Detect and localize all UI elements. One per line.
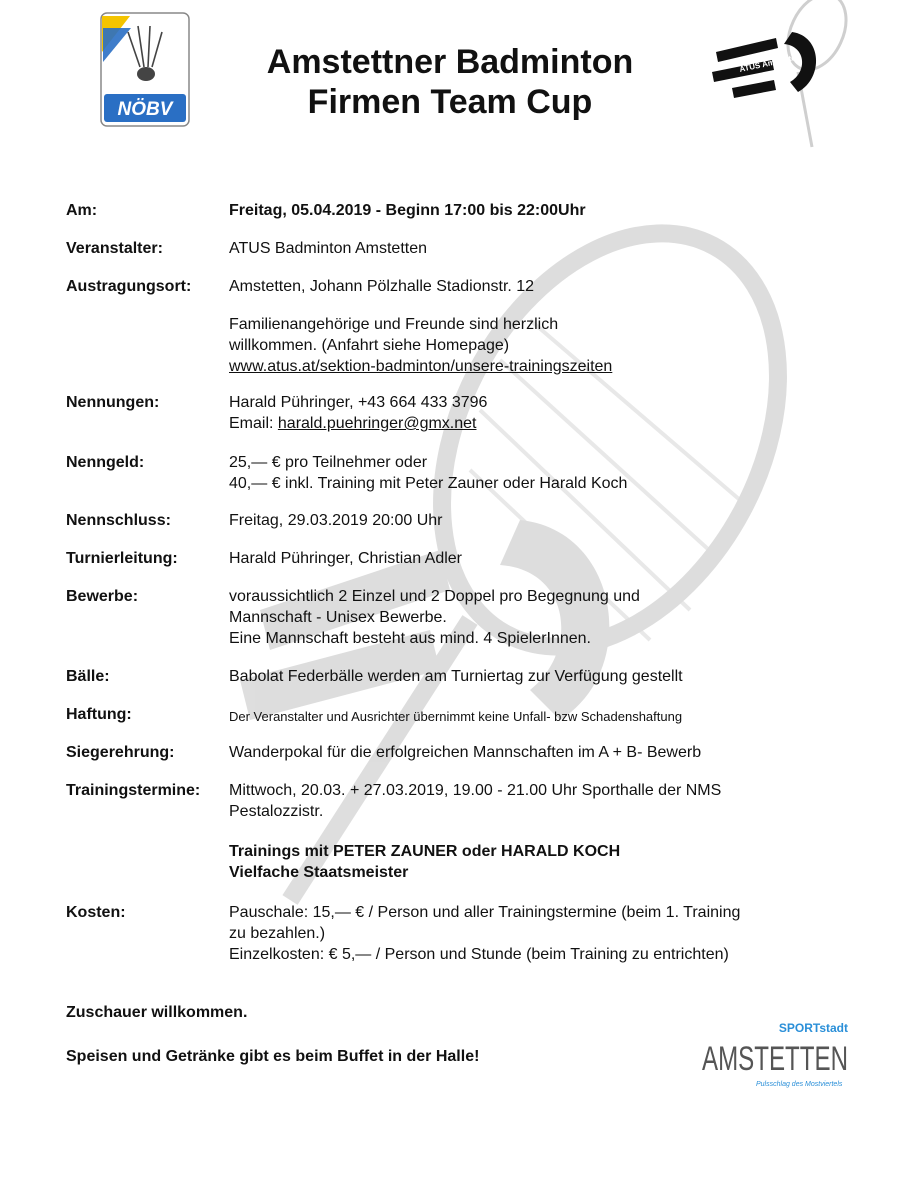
label-siegerehrung: Siegerehrung: [66,744,175,761]
label-trainingstermine: Trainingstermine: [66,782,201,799]
amstetten-tagline: Pulsschlag des Mostviertels [756,1081,843,1088]
contact-email-line [229,413,829,434]
homepage-link[interactable]: www.atus.at/sektion-badminton/unsere-trainingszeiten [229,358,613,375]
fee-line-2: 40,— € inkl. Training mit Peter Zauner oder Harald Koch [229,475,628,492]
page-title [200,42,700,122]
value-bewerbe [229,586,829,649]
email-prefix: Email: [229,415,278,432]
training-line-2: Pestalozzistr. [229,803,324,820]
contact-name-phone: Harald Pühringer, +43 664 433 3796 [229,394,488,411]
value-nennungen [229,392,829,434]
label-kosten: Kosten: [66,904,126,921]
label-turnierleitung: Turnierleitung: [66,550,178,567]
title-line-2: Firmen Team Cup [307,83,593,121]
training-line-1: Mittwoch, 20.03. + 27.03.2019, 19.00 - 21.00 Uhr Sporthalle der NMS [229,782,722,799]
label-bewerbe: Bewerbe: [66,588,139,605]
value-trainingstermine [229,780,829,883]
value-siegerehrung: Wanderpokal für die erfolgreichen Mannschaften im A + B- Bewerb [229,744,702,761]
email-link[interactable]: harald.puehringer@gmx.net [277,415,477,432]
label-nennschluss: Nennschluss: [66,512,171,529]
label-nennungen: Nennungen: [66,394,160,411]
value-turnierleitung: Harald Pühringer, Christian Adler [229,550,463,567]
label-baelle: Bälle: [66,668,110,685]
value-haftung: Der Veranstalter und Ausrichter übernimmt keine Unfall- bzw Schadenshaftung [229,709,683,724]
atus-logo-text: ATUS Amstetten [738,52,802,74]
value-baelle: Babolat Federbälle werden am Turniertag zur Verfügung gestellt [229,668,683,685]
venue-note-1: Familienangehörige und Freunde sind herzlich [229,316,559,333]
noebv-logo-text: NÖBV [117,99,173,120]
cost-line-2: zu bezahlen.) [229,925,326,942]
competition-line-1: voraussichtlich 2 Einzel und 2 Doppel pro Begegnung und [229,588,640,605]
spectators-note: Zuschauer willkommen. [66,1004,248,1021]
sportstadt-amstetten-logo [700,1018,860,1098]
noebv-logo [100,12,190,127]
venue-address: Amstetten, Johann Pölzhalle Stadionstr. 12 [229,278,535,295]
training-champions: Vielfache Staatsmeister [229,864,409,881]
atus-logo [712,2,852,150]
title-line-1: Amstettner Badminton [266,43,634,81]
venue-note-2: willkommen. (Anfahrt siehe Homepage) [229,337,510,354]
sportstadt-label: SPORTstadt [778,1021,848,1035]
value-kosten [229,902,829,965]
value-am: Freitag, 05.04.2019 - Beginn 17:00 bis 22:00Uhr [229,202,586,219]
label-austragungsort: Austragungsort: [66,278,192,295]
label-veranstalter: Veranstalter: [66,240,163,257]
cost-line-1: Pauschale: 15,— € / Person und aller Trainingstermine (beim 1. Training [229,904,741,921]
label-am: Am: [66,202,98,219]
cost-line-3: Einzelkosten: € 5,— / Person und Stunde (beim Training zu entrichten) [229,946,729,963]
value-austragungsort [229,276,829,377]
value-nennschluss: Freitag, 29.03.2019 20:00 Uhr [229,512,443,529]
buffet-note: Speisen und Getränke gibt es beim Buffet in der Halle! [66,1048,480,1065]
competition-line-3: Eine Mannschaft besteht aus mind. 4 SpielerInnen. [229,630,591,647]
value-nenngeld [229,452,829,494]
label-haftung: Haftung: [66,706,132,723]
fee-line-1: 25,— € pro Teilnehmer oder [229,454,428,471]
competition-line-2: Mannschaft - Unisex Bewerbe. [229,609,447,626]
label-nenngeld: Nenngeld: [66,454,145,471]
amstetten-wordmark: AMSTETTEN [702,1040,848,1078]
value-veranstalter: ATUS Badminton Amstetten [229,240,428,257]
training-trainers: Trainings mit PETER ZAUNER oder HARALD KOCH [229,843,621,860]
